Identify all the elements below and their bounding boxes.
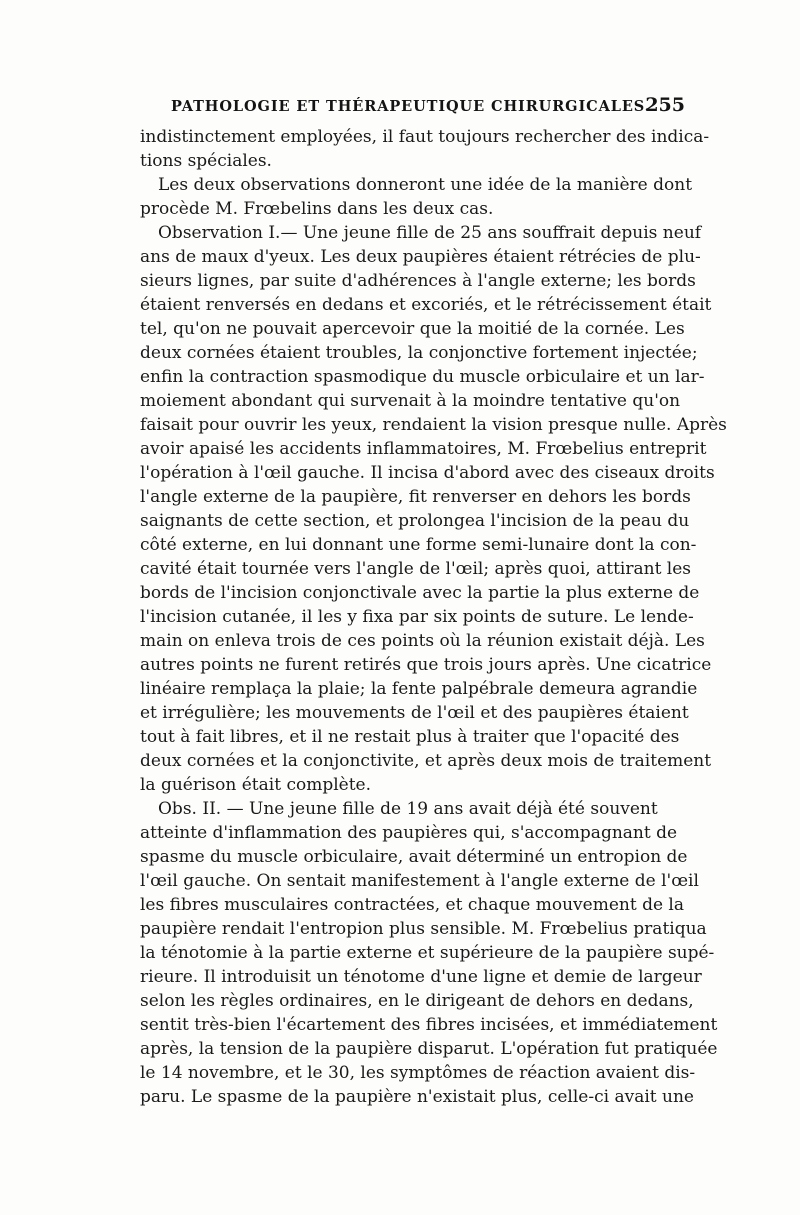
text-line: saignants de cette section, et prolongea l'incision de la peau du: [140, 511, 690, 531]
text-line: atteinte d'inflammation des paupières qui, s'accompagnant de: [140, 823, 678, 843]
text-line: sieurs lignes, par suite d'adhérences à l'angle externe; les bords: [140, 271, 696, 291]
text-line: la ténotomie à la partie externe et supérieure de la paupière supé-: [140, 943, 715, 963]
text-line: l'œil gauche. On sentait manifestement à l'angle externe de l'œil: [140, 871, 699, 891]
text-line: avoir apaisé les accidents inflammatoires, M. Frœbelius entreprit: [140, 439, 707, 459]
text-line: étaient renversés en dedans et excoriés, et le rétrécissement était: [140, 295, 712, 315]
text-line: linéaire remplaça la plaie; la fente palpébrale demeura agrandie: [140, 679, 698, 699]
text-line: moiement abondant qui survenait à la moindre tentative qu'on: [140, 391, 681, 411]
text-line: les fibres musculaires contractées, et chaque mouvement de la: [140, 895, 684, 915]
text-line: enfin la contraction spasmodique du muscle orbiculaire et un lar-: [140, 367, 705, 387]
text-line: l'angle externe de la paupière, fit renverser en dehors les bords: [140, 487, 691, 507]
observation-1-start-line: Observation I.— Une jeune fille de 25 ans souffrait depuis neuf: [158, 223, 702, 243]
text-line: paupière rendait l'entropion plus sensible. M. Frœbelius pratiqua: [140, 919, 707, 939]
paragraph-start-line: Les deux observations donneront une idée de la manière dont: [158, 175, 693, 195]
text-line: bords de l'incision conjonctivale avec la partie la plus externe de: [140, 583, 700, 603]
text-line: le 14 novembre, et le 30, les symptômes de réaction avaient dis-: [140, 1063, 696, 1083]
body-text: [140, 125, 727, 1109]
text-line: l'opération à l'œil gauche. Il incisa d'abord avec des ciseaux droits: [140, 463, 715, 483]
text-line: après, la tension de la paupière disparut. L'opération fut pratiquée: [140, 1039, 718, 1059]
page-header: [133, 94, 685, 122]
observation-2-start-line: Obs. II. — Une jeune fille de 19 ans avait déjà été souvent: [158, 799, 658, 819]
text-line: tions spéciales.: [140, 151, 272, 171]
text-line: la guérison était complète.: [140, 775, 371, 795]
text-line: cavité était tournée vers l'angle de l'œil; après quoi, attirant les: [140, 559, 692, 579]
text-line: ans de maux d'yeux. Les deux paupières étaient rétrécies de plu-: [140, 247, 701, 267]
text-line: paru. Le spasme de la paupière n'existait plus, celle-ci avait une: [140, 1087, 694, 1107]
text-line: autres points ne furent retirés que trois jours après. Une cicatrice: [140, 655, 712, 675]
running-head: PATHOLOGIE ET THÉRAPEUTIQUE CHIRURGICALES.: [171, 98, 651, 115]
text-line: deux cornées et la conjonctivite, et après deux mois de traitement: [140, 751, 712, 771]
text-line: selon les règles ordinaires, en le dirigeant de dehors en dedans,: [140, 991, 694, 1011]
text-line: et irrégulière; les mouvements de l'œil et des paupières étaient: [140, 703, 689, 723]
text-line: tout à fait libres, et il ne restait plus à traiter que l'opacité des: [140, 727, 680, 747]
text-line: procède M. Frœbelins dans les deux cas.: [140, 199, 494, 219]
text-line: sentit très-bien l'écartement des fibres incisées, et immédiatement: [140, 1015, 718, 1035]
text-line: indistinctement employées, il faut toujours rechercher des indica-: [140, 127, 710, 147]
text-line: spasme du muscle orbiculaire, avait déterminé un entropion de: [140, 847, 688, 867]
text-line: tel, qu'on ne pouvait apercevoir que la moitié de la cornée. Les: [140, 319, 685, 339]
text-line: deux cornées étaient troubles, la conjonctive fortement injectée;: [140, 343, 698, 363]
text-line: faisait pour ouvrir les yeux, rendaient la vision presque nulle. Après: [140, 415, 727, 435]
text-line: l'incision cutanée, il les y fixa par six points de suture. Le lende-: [140, 607, 694, 627]
page-number: 255: [645, 94, 685, 116]
text-line: côté externe, en lui donnant une forme semi-lunaire dont la con-: [140, 535, 697, 555]
text-line: main on enleva trois de ces points où la réunion existait déjà. Les: [140, 631, 705, 651]
text-line: rieure. Il introduisit un ténotome d'une ligne et demie de largeur: [140, 967, 702, 987]
